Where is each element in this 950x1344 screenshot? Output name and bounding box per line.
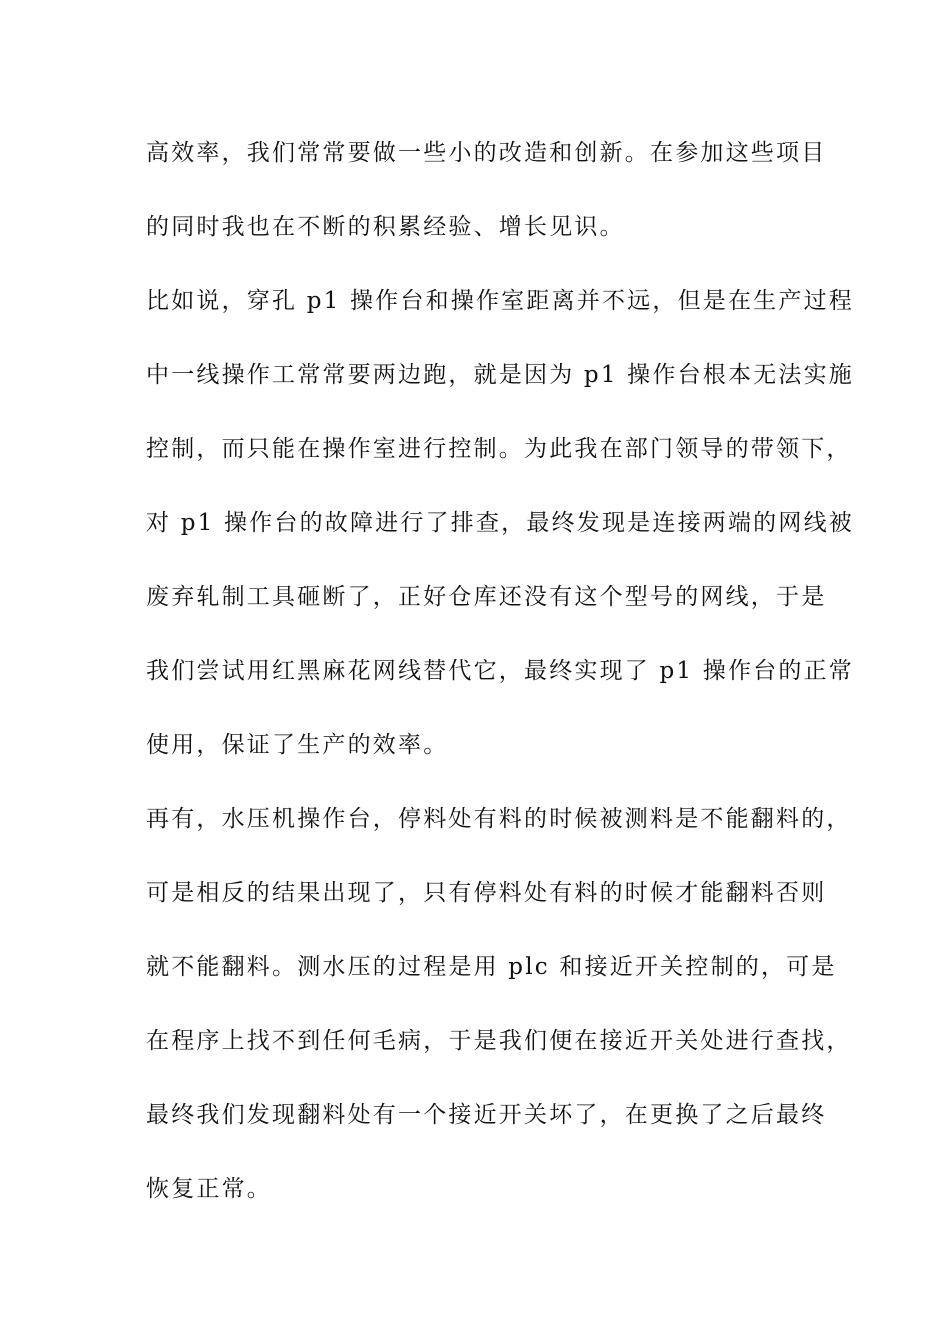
text-line: 在程序上找不到任何毛病，于是我们便在接近开关处进行查找， xyxy=(146,1028,852,1054)
body-text xyxy=(146,129,854,1239)
text-line: 使用，保证了生产的效率。 xyxy=(146,732,449,758)
text-line: 比如说，穿孔 p1 操作台和操作室距离并不远，但是在生产过程 xyxy=(146,288,854,314)
text-line: 恢复正常。 xyxy=(146,1176,272,1202)
text-line: 中一线操作工常常要两边跑，就是因为 p1 操作台根本无法实施 xyxy=(146,362,854,388)
text-line: 我们尝试用红黑麻花网线替代它，最终实现了 p1 操作台的正常 xyxy=(146,658,854,684)
text-line: 控制，而只能在操作室进行控制。为此我在部门领导的带领下， xyxy=(146,436,852,462)
text-line: 的同时我也在不断的积累经验、增长见识。 xyxy=(146,214,625,240)
text-line: 对 p1 操作台的故障进行了排查，最终发现是连接两端的网线被 xyxy=(146,510,854,536)
text-line: 再有，水压机操作台，停料处有料的时候被测料是不能翻料的， xyxy=(146,806,852,832)
text-line: 可是相反的结果出现了，只有停料处有料的时候才能翻料否则 xyxy=(146,880,827,906)
text-line: 最终我们发现翻料处有一个接近开关坏了，在更换了之后最终 xyxy=(146,1102,827,1128)
text-line: 就不能翻料。测水压的过程是用 plc 和接近开关控制的，可是 xyxy=(146,954,837,980)
text-line: 废弃轧制工具砸断了，正好仓库还没有这个型号的网线，于是 xyxy=(146,584,827,610)
text-line: 高效率，我们常常要做一些小的改造和创新。在参加这些项目 xyxy=(146,140,827,166)
